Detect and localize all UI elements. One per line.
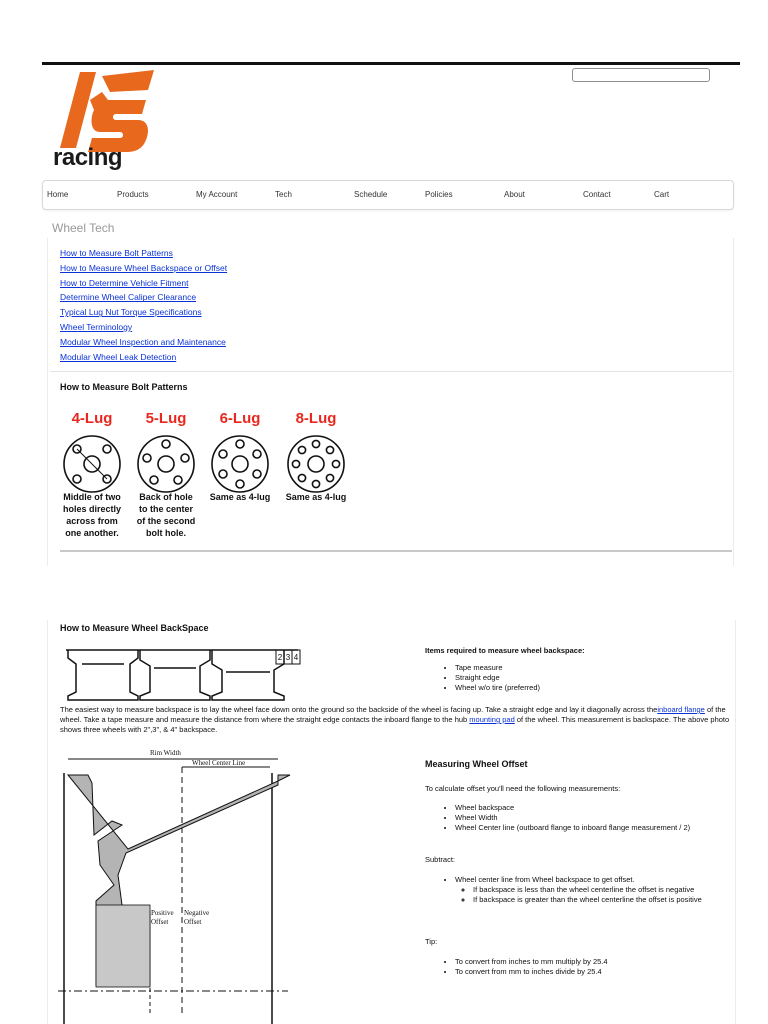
svg-text:Offset: Offset: [184, 918, 202, 926]
backspace-heading: How to Measure Wheel BackSpace: [60, 623, 209, 633]
wheel-offset-diagram: [58, 745, 378, 1024]
subtract-list: [425, 875, 730, 905]
top-rule: [42, 62, 740, 65]
svg-text:one another.: one another.: [65, 528, 119, 538]
link-backspace-offset[interactable]: How to Measure Wheel Backspace or Offset: [60, 262, 228, 273]
nav-item-products[interactable]: Products: [117, 190, 149, 199]
link-bolt-patterns[interactable]: How to Measure Bolt Patterns: [60, 248, 173, 258]
bolt-pattern-diagram: [58, 402, 358, 544]
lug-8-label: 8-Lug: [295, 410, 337, 427]
list-item: • Wheel Center line (outboard flange to inboard flange measurement / 2): [455, 823, 730, 833]
tips-list: [425, 957, 730, 977]
lug-6-label: 6-Lug: [219, 410, 261, 427]
link-modular-inspection[interactable]: Modular Wheel Inspection and Maintenance: [60, 336, 226, 347]
svg-text:2: 2: [277, 653, 283, 662]
nav-item-home[interactable]: Home: [47, 190, 69, 199]
nav-item-tech[interactable]: Tech: [275, 190, 292, 199]
nav-item-contact[interactable]: Contact: [583, 190, 611, 199]
rim-width-label: Rim Width: [150, 749, 181, 757]
mounting-pad-link[interactable]: mounting pad: [469, 715, 515, 724]
bolt-pattern-heading: How to Measure Bolt Patterns: [60, 382, 188, 392]
link-caliper-clearance[interactable]: Determine Wheel Caliper Clearance: [60, 292, 197, 303]
main-nav: [42, 180, 734, 210]
measurements-list: [425, 803, 730, 833]
nav-item-about[interactable]: About: [504, 190, 525, 199]
offset-heading: Measuring Wheel Offset: [425, 759, 528, 769]
svg-text:to the center: to the center: [138, 504, 194, 514]
center-line-label: Wheel Center Line: [192, 759, 246, 767]
items-list: [425, 663, 540, 693]
svg-text:Same as 4-lug: Same as 4-lug: [209, 492, 271, 502]
lug-5-label: 5-Lug: [145, 410, 187, 427]
svg-text:4: 4: [293, 653, 299, 662]
svg-text:Negative: Negative: [184, 909, 210, 917]
svg-text:Same as 4-lug: Same as 4-lug: [285, 492, 347, 502]
backspace-paragraph: The easiest way to measure backspace is to lay the wheel face down onto the ground so the backside of the wheel is facing up. Take a straight edge and lay it diagonally across theinboard flange of the wheel. Take a tape measure and measure the distance from where the straight edge contacts the inboard flange to the hub mounting pad of the wheel. This measurement is backspace. The above photo shows three wheels with 2",3", & 4" backspace.: [60, 705, 730, 734]
svg-text:Offset: Offset: [151, 918, 169, 926]
link-vehicle-fitment[interactable]: How to Determine Vehicle Fitment: [60, 277, 189, 288]
nav-item-my-account[interactable]: My Account: [196, 190, 238, 199]
list-item: • Wheel center line from Wheel backspace to get offset. ◦ If backspace is less than the wheel centerline the offset is negative ◦ If backspace is greater than the wheel centerline the offset is positive: [455, 875, 730, 905]
logo-text: racing: [53, 144, 123, 171]
list-item: ◦ If backspace is less than the wheel centerline the offset is negative: [473, 885, 730, 895]
link-wheel-terminology[interactable]: Wheel Terminology: [60, 321, 133, 332]
divider: [50, 371, 732, 372]
svg-text:Back of hole: Back of hole: [139, 492, 193, 502]
link-leak-detection[interactable]: Modular Wheel Leak Detection: [60, 351, 177, 362]
tip-label: Tip:: [425, 937, 438, 946]
backspace-diagram: [62, 644, 312, 702]
list-item: • Straight edge: [455, 673, 540, 683]
subtract-label: Subtract:: [425, 855, 456, 864]
svg-text:bolt hole.: bolt hole.: [146, 528, 186, 538]
svg-text:Middle of two: Middle of two: [63, 492, 121, 502]
subtract-sublist: [455, 885, 730, 905]
divider: [60, 550, 732, 552]
list-item: • To convert from mm to inches divide by 25.4: [455, 967, 730, 977]
nav-item-policies[interactable]: Policies: [425, 190, 453, 199]
list-item: • Wheel backspace: [455, 803, 730, 813]
search-input[interactable]: [572, 68, 710, 82]
svg-text:holes directly: holes directly: [62, 504, 122, 514]
list-item: ◦ If backspace is greater than the wheel centerline the offset is positive: [473, 895, 730, 905]
list-item: • Wheel w/o tire (preferred): [455, 683, 540, 693]
items-required-title: Items required to measure wheel backspace:: [425, 646, 585, 655]
nav-item-cart[interactable]: Cart: [654, 190, 670, 199]
link-lug-torque[interactable]: Typical Lug Nut Torque Specifications: [60, 307, 202, 318]
list-item: • To convert from inches to mm multiply by 25.4: [455, 957, 730, 967]
list-item: • Tape measure: [455, 663, 540, 673]
lug-4-label: 4-Lug: [71, 410, 113, 427]
page-title: Wheel Tech: [52, 221, 115, 235]
list-item: • Wheel Width: [455, 813, 730, 823]
svg-text:Positive: Positive: [151, 909, 174, 917]
inboard-flange-link[interactable]: inboard flange: [657, 705, 705, 714]
svg-text:3: 3: [285, 653, 291, 662]
svg-text:across from: across from: [66, 516, 118, 526]
svg-text:of the second: of the second: [136, 516, 196, 526]
offset-intro: To calculate offset you'll need the following measurements:: [425, 784, 621, 793]
nav-item-schedule[interactable]: Schedule: [354, 190, 388, 199]
tech-links-list: [60, 248, 227, 366]
